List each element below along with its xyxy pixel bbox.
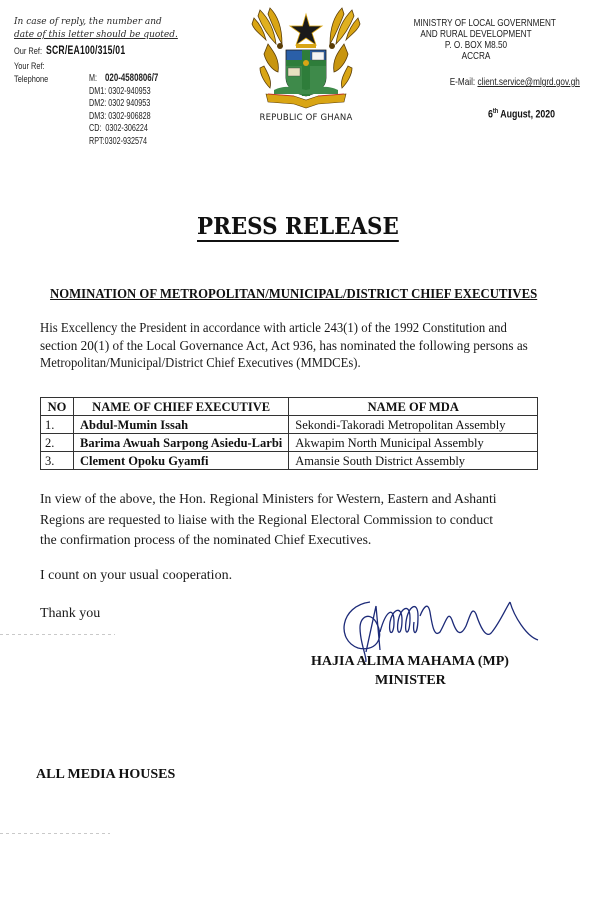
signer-name: HAJIA ALIMA MAHAMA (MP)	[311, 654, 509, 669]
ministry-line: P. O. BOX M8.50	[444, 39, 508, 51]
phone-label: CD:	[89, 123, 102, 134]
table-row	[41, 452, 538, 470]
header-mda: NAME OF MDA	[289, 398, 538, 416]
request-line: the confirmation process of the nominated Chief Executives.	[40, 533, 372, 548]
nominees-table	[40, 397, 538, 470]
phone-number: 020-4580806/7	[105, 72, 159, 84]
emblem-caption: REPUBLIC OF GHANA	[259, 113, 353, 123]
phone-number: 0302-940953	[108, 85, 151, 97]
telephone-list	[89, 72, 185, 148]
table-header-row	[41, 398, 538, 416]
phone-label: DM2:	[89, 98, 107, 109]
header-no: NO	[41, 398, 74, 416]
request-line: Regions are requested to liaise with the Regional Electoral Commission to conduct	[40, 512, 494, 528]
ministry-line: AND RURAL DEVELOPMENT	[420, 28, 532, 40]
reply-note-line2: date of this letter should be quoted.	[14, 30, 178, 40]
our-ref-value: SCR/EA100/315/01	[46, 43, 126, 57]
table-row	[41, 434, 538, 452]
intro-paragraph	[40, 319, 528, 372]
scan-artifact	[0, 634, 115, 635]
phone-label: RPT:	[89, 135, 105, 147]
request-line: In view of the above, the Hon. Regional Ministers for Western, Eastern and Ashanti	[40, 492, 497, 507]
phone-number: 0302-932574	[104, 135, 148, 147]
email-label: E-Mail:	[449, 76, 476, 88]
cell-no: 1.	[41, 416, 74, 434]
intro-line: section 20(1) of the Local Governance Act, Act 936, has nominated the following persons as	[40, 337, 528, 353]
intro-line: His Excellency the President in accordance with article 243(1) of the 1992 Constitution and	[40, 320, 507, 335]
phone-number: 0302-906828	[108, 110, 151, 122]
your-ref-label: Your Ref:	[14, 61, 45, 72]
black-star-icon	[290, 14, 322, 45]
telephone-line	[89, 111, 158, 124]
letter-date	[488, 108, 555, 121]
left-eagle	[252, 8, 283, 88]
ministry-address	[396, 18, 556, 62]
reply-note	[14, 16, 178, 42]
cell-mda: Akwapim North Municipal Assembly	[289, 434, 538, 452]
signer-role: MINISTER	[375, 673, 446, 688]
recipient: ALL MEDIA HOUSES	[36, 767, 176, 782]
ministry-line: MINISTRY OF LOCAL GOVERNMENT	[413, 17, 556, 29]
cooperation-line: I count on your usual cooperation.	[40, 568, 233, 583]
intro-line: Metropolitan/Municipal/District Chief Executives (MMDCEs).	[40, 355, 361, 370]
telephone-line	[89, 86, 158, 99]
phone-label: DM3:	[89, 110, 107, 122]
page-title: PRESS RELEASE	[197, 213, 399, 240]
subject-heading: NOMINATION OF METROPOLITAN/MUNICIPAL/DISTRICT CHIEF EXECUTIVES	[50, 286, 538, 301]
phone-number: 0302 940953	[108, 98, 151, 109]
cell-no: 2.	[41, 434, 74, 452]
header-chief-executive: NAME OF CHIEF EXECUTIVE	[74, 398, 289, 416]
cell-mda: Sekondi-Takoradi Metropolitan Assembly	[289, 416, 538, 434]
date-suffix: th	[492, 108, 499, 115]
phone-label: M:	[89, 73, 97, 84]
telephone-label: Telephone	[14, 74, 49, 85]
reply-note-line1: In case of reply, the number and	[14, 17, 162, 27]
handwritten-signature	[330, 592, 560, 662]
cell-chief-executive: Barima Awuah Sarpong Asiedu-Larbi	[74, 434, 289, 452]
phone-number: 0302-306224	[105, 123, 148, 134]
coat-of-arms-emblem	[250, 4, 362, 112]
telephone-line	[89, 98, 158, 111]
our-ref-label: Our Ref:	[14, 46, 43, 57]
right-eagle	[329, 8, 360, 88]
cell-no: 3.	[41, 452, 74, 470]
email-line	[450, 76, 580, 88]
date-month-year: August, 2020	[498, 108, 556, 121]
cell-chief-executive: Abdul-Mumin Issah	[74, 416, 289, 434]
cell-mda: Amansie South District Assembly	[289, 452, 538, 470]
table-row	[41, 416, 538, 434]
thank-you-line: Thank you	[40, 606, 101, 621]
cell-chief-executive: Clement Opoku Gyamfi	[74, 452, 289, 470]
email-link[interactable]: client.service@mlgrd.gov.gh	[477, 76, 580, 88]
telephone-line	[89, 136, 158, 149]
scan-artifact	[0, 833, 110, 834]
ministry-line: ACCRA	[461, 50, 491, 62]
telephone-line	[89, 72, 158, 86]
telephone-line	[89, 123, 158, 136]
phone-label: DM1:	[89, 85, 107, 97]
request-paragraph	[40, 490, 508, 552]
date-day: 6	[488, 108, 493, 121]
